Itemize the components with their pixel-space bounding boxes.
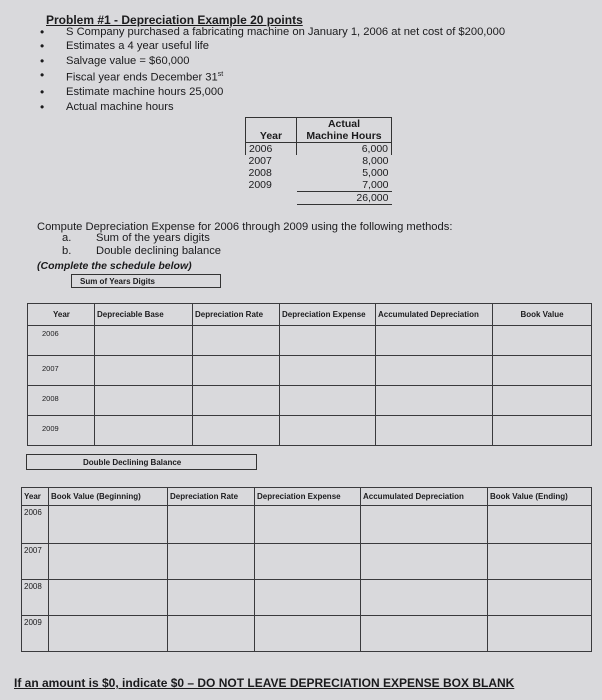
syd-depreciation-rate-input[interactable] [193, 386, 280, 416]
syd-year-cell: 2007 [28, 356, 95, 386]
syd-book-value-input[interactable] [493, 326, 592, 356]
ddb-depreciation-expense-input[interactable] [255, 506, 361, 544]
ddb-depreciation-rate-input[interactable] [168, 580, 255, 616]
syd-header-year: Year [28, 304, 95, 326]
syd-depreciable-base-input[interactable] [95, 326, 193, 356]
fact-fiscal-year: • Fiscal year ends December 31st [40, 68, 505, 85]
table-row [22, 506, 592, 544]
ddb-depreciation-expense-input[interactable] [255, 544, 361, 580]
mh-hours-cell: 6,000 [297, 143, 392, 156]
fiscal-superscript: st [217, 71, 224, 79]
syd-header-depreciation-expense: Depreciation Expense [280, 304, 376, 326]
mh-total-cell: 26,000 [297, 192, 392, 205]
ddb-book-value-beginning-input[interactable] [49, 616, 168, 652]
ddb-year-cell: 2008 [22, 580, 49, 616]
ddb-header-year: Year [22, 488, 49, 506]
mh-hours-cell: 7,000 [297, 179, 392, 192]
ddb-accumulated-depreciation-input[interactable] [361, 506, 488, 544]
ddb-depreciation-rate-input[interactable] [168, 544, 255, 580]
syd-header-depreciation-rate: Depreciation Rate [193, 304, 280, 326]
syd-depreciation-expense-input[interactable] [280, 356, 376, 386]
syd-depreciable-base-input[interactable] [95, 386, 193, 416]
table-row [28, 356, 592, 386]
syd-book-value-input[interactable] [493, 356, 592, 386]
syd-accumulated-depreciation-input[interactable] [376, 416, 493, 446]
ddb-header-depreciation-expense: Depreciation Expense [255, 488, 361, 506]
ddb-book-value-beginning-input[interactable] [49, 544, 168, 580]
problem-title: Problem #1 - Depreciation Example 20 points [46, 13, 303, 27]
syd-year-cell: 2009 [28, 416, 95, 446]
syd-accumulated-depreciation-input[interactable] [376, 386, 493, 416]
ddb-year-cell: 2007 [22, 544, 49, 580]
syd-depreciation-rate-input[interactable] [193, 416, 280, 446]
table-row [22, 580, 592, 616]
table-row [28, 386, 592, 416]
mh-header-year: Year [246, 118, 297, 143]
syd-header-depreciable-base: Depreciable Base [95, 304, 193, 326]
table-row [246, 167, 392, 179]
table-row [246, 192, 392, 205]
syd-depreciation-rate-input[interactable] [193, 326, 280, 356]
table-row [22, 616, 592, 652]
ddb-accumulated-depreciation-input[interactable] [361, 580, 488, 616]
ddb-book-value-ending-input[interactable] [488, 544, 592, 580]
syd-depreciation-expense-input[interactable] [280, 326, 376, 356]
complete-note: (Complete the schedule below) [37, 260, 192, 272]
ddb-schedule-table [21, 487, 592, 652]
ddb-header-depreciation-rate: Depreciation Rate [168, 488, 255, 506]
ddb-book-value-beginning-input[interactable] [49, 506, 168, 544]
syd-label-box: Sum of Years Digits [71, 274, 221, 288]
ddb-year-cell: 2009 [22, 616, 49, 652]
syd-depreciation-rate-input[interactable] [193, 356, 280, 386]
mh-year-cell: 2007 [248, 155, 272, 167]
fact-purchase: • S Company purchased a fabricating machine on January 1, 2006 at net cost of $200,000 [40, 25, 505, 39]
machine-hours-table [245, 117, 392, 205]
mh-year-cell: 2009 [248, 179, 272, 192]
mh-hours-cell: 5,000 [362, 167, 389, 179]
ddb-label-box: Double Declining Balance [26, 454, 257, 470]
table-row [28, 416, 592, 446]
method-letter: a. [62, 232, 72, 244]
syd-book-value-input[interactable] [493, 386, 592, 416]
ddb-book-value-ending-input[interactable] [488, 580, 592, 616]
ddb-accumulated-depreciation-input[interactable] [361, 616, 488, 652]
mh-year-cell: 2008 [248, 167, 272, 179]
ddb-year-cell: 2006 [22, 506, 49, 544]
syd-header-book-value: Book Value [493, 304, 592, 326]
syd-schedule-table [27, 303, 592, 446]
syd-depreciation-expense-input[interactable] [280, 386, 376, 416]
syd-accumulated-depreciation-input[interactable] [376, 356, 493, 386]
mh-year-cell: 2006 [246, 143, 297, 156]
ddb-depreciation-rate-input[interactable] [168, 616, 255, 652]
method-name: Sum of the years digits [96, 232, 210, 244]
fact-salvage-value: • Salvage value = $60,000 [40, 54, 505, 68]
ddb-header-book-value-beginning: Book Value (Beginning) [49, 488, 168, 506]
ddb-depreciation-expense-input[interactable] [255, 616, 361, 652]
ddb-depreciation-expense-input[interactable] [255, 580, 361, 616]
fact-actual-hours: • Actual machine hours [40, 100, 505, 114]
table-row [22, 544, 592, 580]
fact-estimated-hours: • Estimate machine hours 25,000 [40, 85, 505, 99]
mh-header-hours: Actual Machine Hours [297, 118, 392, 143]
table-row [28, 326, 592, 356]
fact-useful-life: • Estimates a 4 year useful life [40, 39, 505, 53]
problem-facts-list [40, 25, 505, 114]
ddb-accumulated-depreciation-input[interactable] [361, 544, 488, 580]
ddb-depreciation-rate-input[interactable] [168, 506, 255, 544]
table-row [246, 155, 392, 167]
ddb-book-value-ending-input[interactable] [488, 616, 592, 652]
ddb-book-value-ending-input[interactable] [488, 506, 592, 544]
ddb-book-value-beginning-input[interactable] [49, 580, 168, 616]
syd-accumulated-depreciation-input[interactable] [376, 326, 493, 356]
footer-warning: If an amount is $0, indicate $0 – DO NOT LEAVE DEPRECIATION EXPENSE BOX BLANK [14, 676, 515, 690]
syd-depreciable-base-input[interactable] [95, 356, 193, 386]
syd-depreciable-base-input[interactable] [95, 416, 193, 446]
method-name: Double declining balance [96, 245, 222, 257]
method-a [62, 232, 210, 244]
mh-hours-cell: 8,000 [362, 155, 389, 167]
method-letter: b. [62, 245, 72, 257]
syd-year-cell: 2006 [28, 326, 95, 356]
table-row [246, 143, 392, 156]
syd-year-cell: 2008 [28, 386, 95, 416]
ddb-header-accumulated-depreciation: Accumulated Depreciation [361, 488, 488, 506]
mh-total-spacer [246, 192, 297, 205]
table-row [246, 179, 392, 192]
syd-header-accumulated-depreciation: Accumulated Depreciation [376, 304, 493, 326]
syd-book-value-input[interactable] [493, 416, 592, 446]
compute-instruction: Compute Depreciation Expense for 2006 through 2009 using the following methods: [37, 221, 453, 233]
ddb-header-book-value-ending: Book Value (Ending) [488, 488, 592, 506]
method-b [62, 245, 221, 257]
syd-depreciation-expense-input[interactable] [280, 416, 376, 446]
